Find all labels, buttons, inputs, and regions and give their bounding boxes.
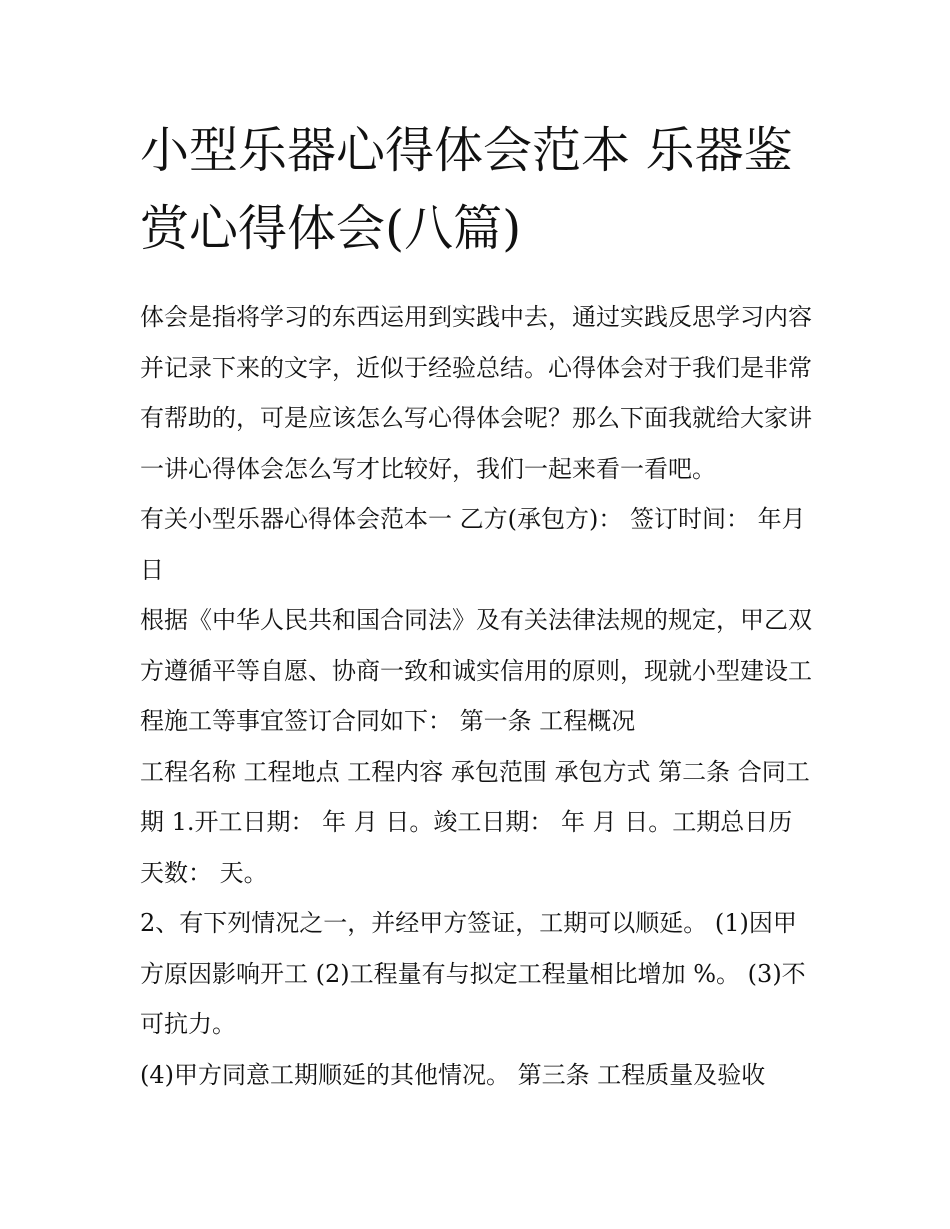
paragraph-contract-header: 有关小型乐器心得体会范本一 乙方(承包方)： 签订时间： 年月 日 [140, 505, 814, 584]
paragraph-legal-basis: 根据《中华人民共和国合同法》及有关法律法规的规定，甲乙双方遵循平等自愿、协商一致和诚实信用的原则，现就小型建设工程施工等事宜签订合同如下： 第一条 工程概况 [140, 606, 812, 735]
paragraph-quality-section: (4)甲方同意工期顺延的其他情况。 第三条 工程质量及验收 [140, 1060, 766, 1089]
paragraph-intro: 体会是指将学习的东西运用到实践中去，通过实践反思学习内容并记录下来的文字，近似于经验总结。心得体会对于我们是非常有帮助的，可是应该怎么写心得体会呢？那么下面我就给大家讲一讲心得体会怎么写才比较好，我们一起来看一看吧。 [140, 303, 812, 483]
document-page [140, 112, 816, 1100]
paragraph-project-info: 工程名称 工程地点 工程内容 承包范围 承包方式 第二条 合同工期 1.开工日期： 年 月 日。竣工日期： 年 月 日。工期总日历天数： 天。 [140, 757, 810, 887]
document-title: 小型乐器心得体会范本 乐器鉴赏心得体会(八篇) [140, 122, 793, 257]
paragraph-extension-conditions: 2、有下列情况之一，并经甲方签证，工期可以顺延。 (1)因甲方原因影响开工 (2)工程量有与拟定工程量相比增加 %。 (3)不可抗力。 [140, 909, 806, 1038]
